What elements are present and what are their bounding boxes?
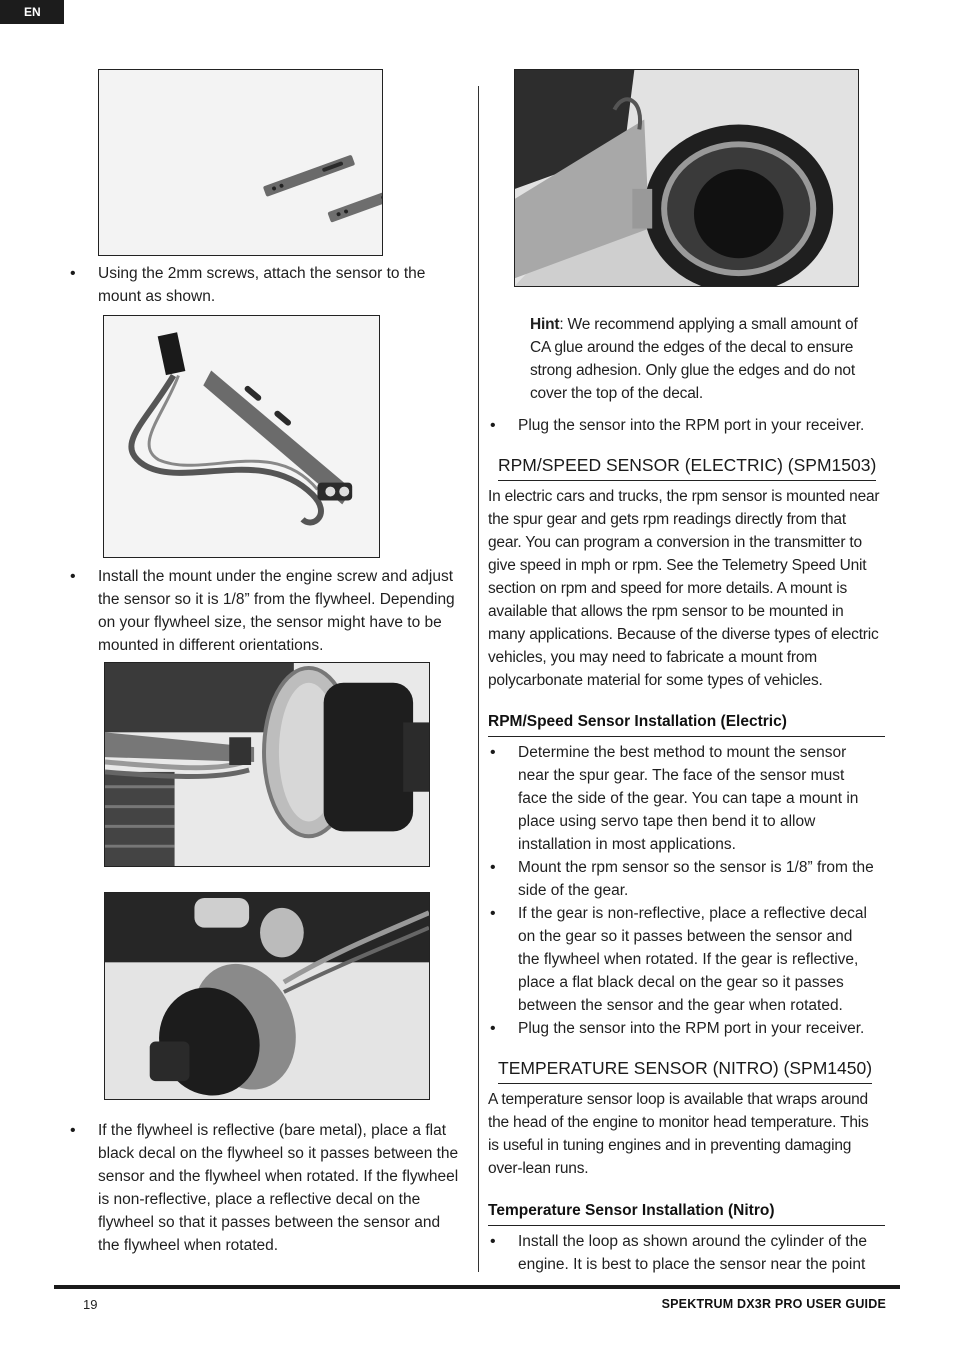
- hint-label: Hint: [530, 316, 560, 333]
- bullet-text: Determine the best method to mount the sensor near the spur gear. The face of the sensor must face the side of the gear. You can tape a mount in place using servo tape then bend it to allow installation in most applications.: [518, 744, 859, 853]
- photo-flywheel-decal: [104, 892, 430, 1100]
- footer-title: SPEKTRUM DX3R PRO USER GUIDE: [661, 1297, 886, 1311]
- bullet-text: If the flywheel is reflective (bare metal), place a flat black decal on the flywheel so it passes between the sensor and the flywheel when rotated. If the flywheel is non-reflective, place a reflective decal on the flywheel so that it passes between the sensor and the flywheel when rotated.: [98, 1122, 459, 1254]
- photo-mount-brackets: [98, 69, 383, 256]
- language-tab: EN: [0, 0, 64, 24]
- photo-decal-closeup: [514, 69, 859, 287]
- photo-sensor-on-mount: [103, 315, 380, 558]
- bullet-dot: •: [70, 568, 76, 585]
- sub-heading-temp-install: Temperature Sensor Installation (Nitro): [488, 1200, 885, 1226]
- section-rpm-electric-body: In electric cars and trucks, the rpm sensor is mounted near the spur gear and gets rpm readings directly from that gear. You can program a conversion in the transmitter to give speed in mph or rpm. See the Telemetry Speed Unit section on rpm and speed for more details. A mount is available that allows the rpm sensor to be mounted in many applications. Because of the diverse types of electric vehicles, you may need to fabricate a mount from polycarbonate material for some types of vehicles.: [488, 488, 880, 689]
- bullet-dot: •: [490, 744, 496, 761]
- bullet-dot: •: [70, 1122, 76, 1139]
- bullet-text: Mount the rpm sensor so the sensor is 1/8” from the side of the gear.: [518, 859, 874, 899]
- bullet-dot: •: [490, 417, 496, 434]
- section-heading-rpm-electric: RPM/SPEED SENSOR (ELECTRIC) (SPM1503): [498, 453, 876, 481]
- bullet-text: Using the 2mm screws, attach the sensor to the mount as shown.: [98, 265, 426, 305]
- bullet-dot: •: [70, 265, 76, 282]
- bullet-text: Plug the sensor into the RPM port in your receiver.: [518, 417, 865, 434]
- bullet-dot: •: [490, 859, 496, 876]
- photo-engine-flywheel: [104, 662, 430, 867]
- column-divider: [478, 86, 479, 1272]
- bullet-text: If the gear is non-reflective, place a reflective decal on the gear so it passes between the sensor and the flywheel when rotated. If the gear is reflective, place a flat black decal on the gear so it passes between the sensor and the gear when rotated.: [518, 905, 867, 1014]
- section-temperature-body: A temperature sensor loop is available that wraps around the head of the engine to monitor head temperature. This is useful in tuning engines and in preventing damaging over-lean runs.: [488, 1091, 869, 1177]
- bullet-text: Install the loop as shown around the cylinder of the engine. It is best to place the sensor near the point: [518, 1233, 867, 1273]
- bullet-dot: •: [490, 1020, 496, 1037]
- sub-heading-rpm-install: RPM/Speed Sensor Installation (Electric): [488, 711, 885, 737]
- bullet-dot: •: [490, 1233, 496, 1250]
- page-number: 19: [83, 1297, 98, 1312]
- bullet-text: Install the mount under the engine screw and adjust the sensor so it is 1/8” from the flywheel. Depending on your flywheel size, the sensor might have to be mounted in different orientations.: [98, 568, 455, 654]
- hint-paragraph: [530, 313, 865, 405]
- hint-text: : We recommend applying a small amount of CA glue around the edges of the decal to ensure strong adhesion. Only glue the edges and do not cover the top of the decal.: [530, 316, 858, 402]
- footer-rule: [54, 1285, 900, 1289]
- section-heading-temperature: TEMPERATURE SENSOR (NITRO) (SPM1450): [498, 1056, 872, 1084]
- bullet-text: Plug the sensor into the RPM port in your receiver.: [518, 1020, 865, 1037]
- bullet-dot: •: [490, 905, 496, 922]
